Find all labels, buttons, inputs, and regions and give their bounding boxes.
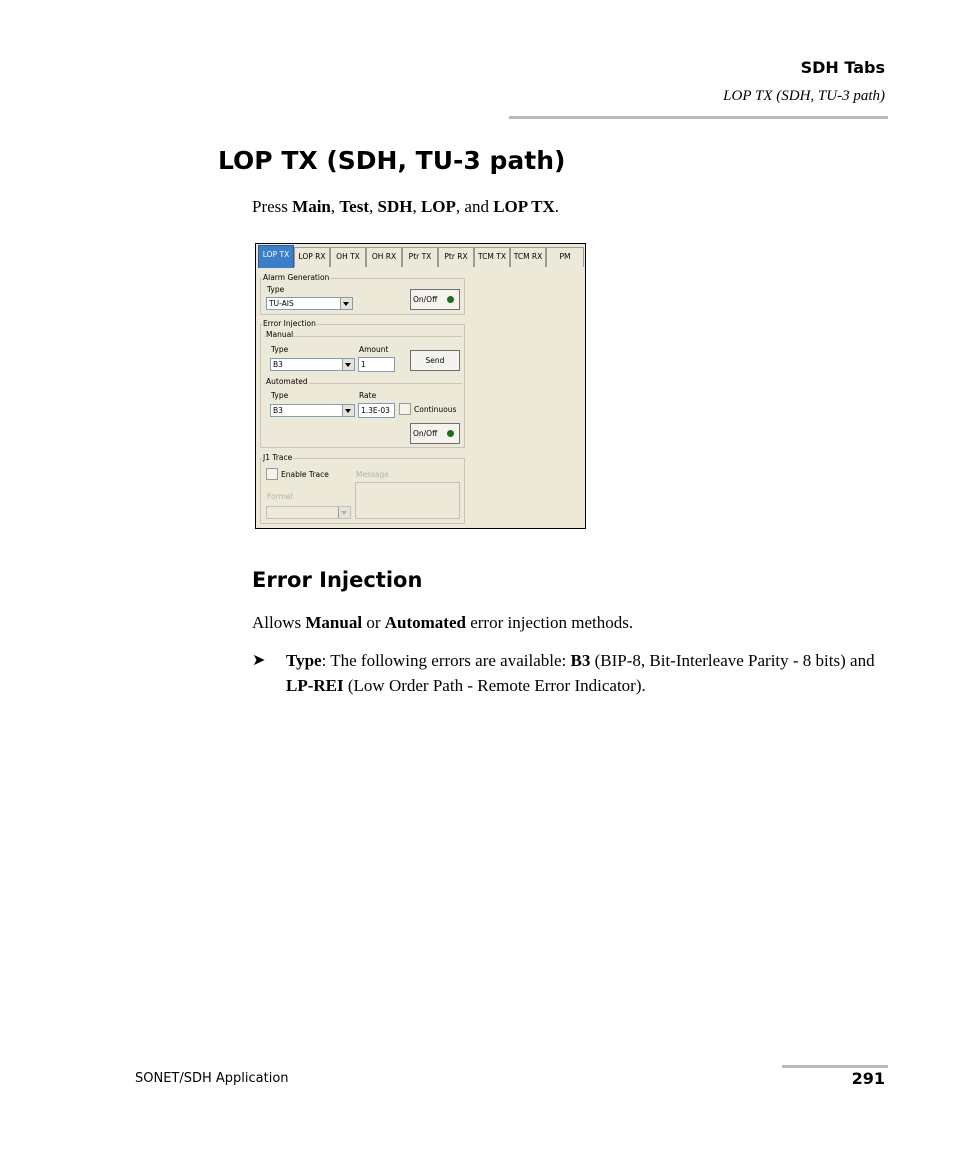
amount-input[interactable]: 1 [358,357,395,372]
section-intro: Allows Manual or Automated error injection methods. [252,613,634,632]
tab-lop-rx[interactable]: LOP RX [294,247,330,267]
amount-label: Amount [359,345,389,354]
tab-tcm-rx[interactable]: TCM RX [510,247,546,267]
nav-lop-tx: LOP TX [493,197,555,216]
footer-rule [782,1065,888,1068]
bullet-text: Type: The following errors are available: B3 (BIP-8, Bit-Interleave Parity - 8 bits) and LP-REI (Low Order Path - Remote Error Indicator). [286,651,875,695]
status-led-icon [447,430,454,437]
tab-pm[interactable]: PM [546,247,584,267]
tab-lop-tx[interactable]: LOP TX [258,245,294,268]
bullet-item [252,648,892,698]
enable-trace-label: Enable Trace [281,470,329,479]
section-heading: Error Injection [252,568,423,592]
chevron-down-icon [338,507,350,518]
send-button[interactable]: Send [410,350,460,371]
rate-input[interactable]: 1.3E-03 [358,403,395,418]
running-header-subsection: LOP TX (SDH, TU-3 path) [723,88,885,104]
automated-type-select[interactable]: B3 [270,404,355,417]
alarm-onoff-button[interactable]: On/Off [410,289,460,310]
chevron-down-icon [342,359,354,370]
tab-bar [257,245,584,268]
chevron-down-icon [342,405,354,416]
automated-label: Automated [266,377,308,386]
manual-type-select[interactable]: B3 [270,358,355,371]
continuous-checkbox[interactable] [399,403,411,415]
header-rule [509,116,888,119]
message-label: Message [356,470,389,479]
j1-trace-label: J1 Trace [263,453,293,462]
rate-label: Rate [359,391,377,400]
nav-instruction: Press Main, Test, SDH, LOP, and LOP TX. [252,197,560,216]
alarm-type-select[interactable]: TU-AIS [266,297,353,310]
chevron-down-icon [340,298,352,309]
continuous-label: Continuous [414,405,457,414]
nav-sdh: SDH [377,197,413,216]
manual-label: Manual [266,330,294,339]
enable-trace-checkbox[interactable] [266,468,278,480]
error-injection-label: Error Injection [263,319,316,328]
format-label: Format [267,492,294,501]
status-led-icon [447,296,454,303]
lop-tx-screenshot [255,243,586,529]
nav-main: Main [292,197,331,216]
automated-type-label: Type [271,391,289,400]
tab-oh-tx[interactable]: OH TX [330,247,366,267]
page-title: LOP TX (SDH, TU-3 path) [218,146,566,175]
alarm-generation-label: Alarm Generation [263,273,330,282]
manual-type-label: Type [271,345,289,354]
running-header-section: SDH Tabs [800,58,885,77]
nav-test: Test [339,197,369,216]
message-field[interactable] [355,482,460,519]
page-number: 291 [851,1069,885,1088]
alarm-type-label: Type [267,285,285,294]
tab-tcm-tx[interactable]: TCM TX [474,247,510,267]
format-select[interactable] [266,506,351,519]
tab-ptr-tx[interactable]: Ptr TX [402,247,438,267]
tab-ptr-rx[interactable]: Ptr RX [438,247,474,267]
automated-onoff-button[interactable]: On/Off [410,423,460,444]
bullet-arrow-icon: ➤ [252,652,266,669]
footer-title: SONET/SDH Application [135,1071,289,1086]
nav-lop: LOP [420,197,456,216]
tab-oh-rx[interactable]: OH RX [366,247,402,267]
